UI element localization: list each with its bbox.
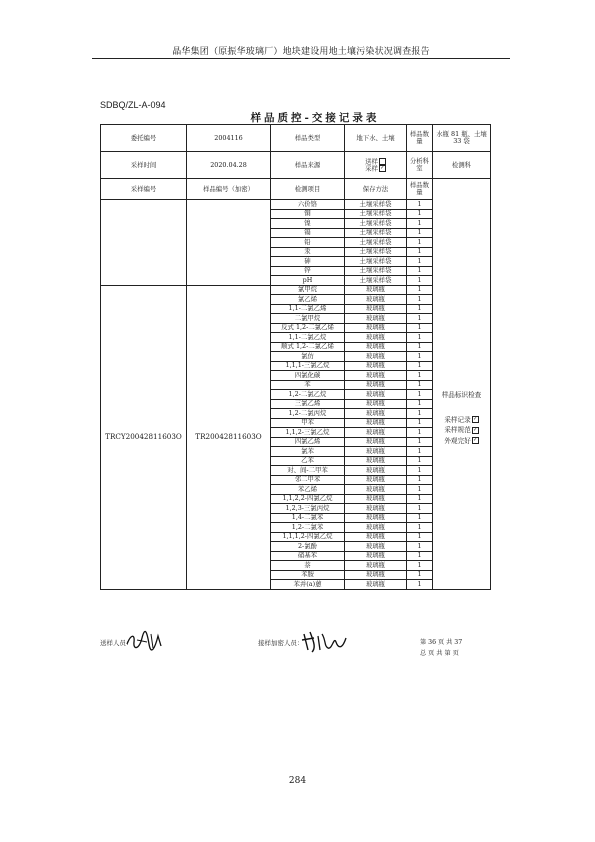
sample-qty: 1: [407, 361, 433, 371]
test-item: 六价铬: [271, 200, 345, 210]
sample-qty: 1: [407, 295, 433, 305]
sample-qty: 1: [407, 285, 433, 295]
col-item: 检测项目: [271, 179, 345, 200]
remarks-checklist: [434, 415, 489, 447]
sample-source-options: [345, 152, 407, 179]
remarks-check-label: 采样记录: [444, 415, 471, 424]
sample-qty: 1: [407, 428, 433, 438]
test-item: 甲苯: [271, 418, 345, 428]
header-rule: [92, 58, 510, 59]
test-item: 反式 1,2-二氯乙烯: [271, 323, 345, 333]
sampling-time-value: 2020.04.28: [187, 152, 271, 179]
sample-handover-table: [100, 124, 491, 590]
soil-sample-no-cell: [187, 200, 271, 286]
sample-qty: 1: [407, 304, 433, 314]
remarks-title: 样品标识检查: [441, 390, 482, 399]
test-item: 顺式 1,2-二氯乙烯: [271, 342, 345, 352]
form-code: SDBQ/ZL-A-094: [100, 100, 166, 110]
storage-method: 玻璃瓶: [345, 352, 407, 362]
test-item: 1,1,2-三氯乙烷: [271, 428, 345, 438]
storage-method: 玻璃瓶: [345, 485, 407, 495]
sample-qty: 1: [407, 447, 433, 457]
storage-method: 玻璃瓶: [345, 428, 407, 438]
sample-qty: 1: [407, 523, 433, 533]
sample-qty: 1: [407, 532, 433, 542]
sampling-time-label: 采样时间: [101, 152, 187, 179]
delivered-by-label: 送样人员：: [100, 639, 133, 647]
source-option-sampled: 采样 ✓: [365, 164, 385, 173]
lab-value: 检测科: [433, 152, 491, 179]
test-item: 二氯甲烷: [271, 314, 345, 324]
storage-method: 玻璃瓶: [345, 333, 407, 343]
source-option-delivered: 送样: [346, 158, 405, 165]
sample-qty: 1: [407, 399, 433, 409]
sample-qty: 1: [407, 456, 433, 466]
sample-qty: 1: [407, 219, 433, 229]
storage-method: 玻璃瓶: [345, 323, 407, 333]
storage-method: 土壤采样袋: [345, 266, 407, 276]
sample-qty: 1: [407, 551, 433, 561]
sample-qty: 1: [407, 437, 433, 447]
storage-method: 玻璃瓶: [345, 285, 407, 295]
remarks-check-item: [434, 425, 489, 436]
checked-box-icon: ✓: [473, 437, 478, 444]
test-item: 1,4-二氯苯: [271, 513, 345, 523]
test-item: 乙苯: [271, 456, 345, 466]
test-item: 苯乙烯: [271, 485, 345, 495]
test-item: 锌: [271, 266, 345, 276]
soil-sampling-no-cell: [101, 200, 187, 286]
storage-method: 玻璃瓶: [345, 304, 407, 314]
sample-qty: 1: [407, 247, 433, 257]
test-item: 镉: [271, 228, 345, 238]
checked-box-icon: ✓: [473, 416, 478, 423]
test-item: 1,2-二氯丙烷: [271, 409, 345, 419]
storage-method: 玻璃瓶: [345, 542, 407, 552]
storage-method: 玻璃瓶: [345, 314, 407, 324]
col-storage: 保存方法: [345, 179, 407, 200]
storage-method: 玻璃瓶: [345, 380, 407, 390]
test-item: 铜: [271, 209, 345, 219]
remarks-check-label: 采样规范: [444, 426, 471, 435]
test-item: pH: [271, 276, 345, 286]
column-header-row: [101, 179, 491, 200]
test-item: 四氯化碳: [271, 371, 345, 381]
sample-qty: 1: [407, 342, 433, 352]
test-item: 铅: [271, 238, 345, 248]
page-counter-line2: 总 页 共 第 页: [420, 649, 459, 657]
sample-qty: 1: [407, 209, 433, 219]
storage-method: 土壤采样袋: [345, 247, 407, 257]
sample-qty: 1: [407, 266, 433, 276]
col-qty: 样品数量: [407, 179, 433, 200]
test-item: 氯仿: [271, 352, 345, 362]
storage-method: 玻璃瓶: [345, 418, 407, 428]
entrust-no-label: 委托编号: [101, 125, 187, 152]
source-delivered-checkbox: [379, 158, 386, 165]
storage-method: 玻璃瓶: [345, 466, 407, 476]
storage-method: 玻璃瓶: [345, 447, 407, 457]
signature-delivered-by: [125, 630, 165, 652]
entrust-no-value: 2004116: [187, 125, 271, 152]
storage-method: 玻璃瓶: [345, 437, 407, 447]
test-item: 1,1,2,2-四氯乙烷: [271, 494, 345, 504]
col-sampling-no: 采样编号: [101, 179, 187, 200]
sample-qty: 1: [407, 238, 433, 248]
glass-sample-no-cell: TR20042811603O: [187, 285, 271, 589]
sample-qty: 1: [407, 200, 433, 210]
storage-method: 玻璃瓶: [345, 361, 407, 371]
sample-qty: 1: [407, 276, 433, 286]
sample-qty: 1: [407, 352, 433, 362]
storage-method: 土壤采样袋: [345, 200, 407, 210]
storage-method: 玻璃瓶: [345, 494, 407, 504]
sample-qty: 1: [407, 542, 433, 552]
test-item: 1,1-二氯乙烯: [271, 304, 345, 314]
sample-qty: 1: [407, 371, 433, 381]
storage-method: 玻璃瓶: [345, 513, 407, 523]
sample-source-label: 样品来源: [271, 152, 345, 179]
test-item: 氯乙烯: [271, 295, 345, 305]
storage-method: 玻璃瓶: [345, 532, 407, 542]
sample-qty: 1: [407, 494, 433, 504]
storage-method: 玻璃瓶: [345, 371, 407, 381]
test-item: 1,2,3-三氯丙烷: [271, 504, 345, 514]
sample-qty: 1: [407, 390, 433, 400]
table-row: [101, 200, 491, 210]
col-sample-no: 样品编号（加密）: [187, 179, 271, 200]
header-row-sampling: [101, 152, 491, 179]
sample-type-label: 样品类型: [271, 125, 345, 152]
test-item: 1,2-二氯苯: [271, 523, 345, 533]
sample-qty: 1: [407, 466, 433, 476]
sample-qty-label: 样品数量: [407, 125, 433, 152]
sample-qty: 1: [407, 570, 433, 580]
storage-method: 玻璃瓶: [345, 342, 407, 352]
storage-method: 土壤采样袋: [345, 257, 407, 267]
storage-method: 土壤采样袋: [345, 238, 407, 248]
remarks-cell: [433, 179, 491, 590]
sample-qty: 1: [407, 380, 433, 390]
sample-qty: 1: [407, 323, 433, 333]
sample-qty: 1: [407, 333, 433, 343]
sample-type-value: 地下水、土壤: [345, 125, 407, 152]
test-item: 砷: [271, 257, 345, 267]
sample-qty: 1: [407, 257, 433, 267]
sample-qty: 1: [407, 485, 433, 495]
storage-method: 土壤采样袋: [345, 228, 407, 238]
storage-method: 玻璃瓶: [345, 561, 407, 571]
storage-method: 玻璃瓶: [345, 475, 407, 485]
remarks-check-item: [434, 436, 489, 447]
test-item: 三氯乙烯: [271, 399, 345, 409]
sample-qty-value: 水瓶 81 瓶、土壤 33 袋: [433, 125, 491, 152]
storage-method: 土壤采样袋: [345, 209, 407, 219]
test-item: 1,1,1-三氯乙烷: [271, 361, 345, 371]
test-item: 氯甲烷: [271, 285, 345, 295]
sample-qty: 1: [407, 314, 433, 324]
storage-method: 玻璃瓶: [345, 295, 407, 305]
test-item: 苯: [271, 380, 345, 390]
sample-qty: 1: [407, 561, 433, 571]
received-by-label: 接样加密人员：: [258, 639, 304, 647]
storage-method: 玻璃瓶: [345, 570, 407, 580]
storage-method: 玻璃瓶: [345, 504, 407, 514]
signature-received-by: [300, 628, 350, 654]
document-header: 晶华集团（原振华玻璃厂）地块建设用地土壤污染状况调查报告: [172, 47, 430, 57]
storage-method: 玻璃瓶: [345, 456, 407, 466]
test-item: 苯胺: [271, 570, 345, 580]
page-counter: [420, 638, 462, 659]
page-number: 284: [288, 776, 307, 786]
test-item: 镍: [271, 219, 345, 229]
glass-sampling-no-cell: TRCY20042811603O: [101, 285, 187, 589]
sample-qty: 1: [407, 418, 433, 428]
form-title: 样品质控-交接记录表: [250, 112, 380, 124]
test-item: 邻二甲苯: [271, 475, 345, 485]
source-sampled-checkbox: ✓: [380, 165, 385, 171]
table-row: [101, 285, 491, 295]
test-item: 氯苯: [271, 447, 345, 457]
test-item: 硝基苯: [271, 551, 345, 561]
storage-method: 土壤采样袋: [345, 219, 407, 229]
remarks-check-item: [434, 415, 489, 426]
storage-method: 玻璃瓶: [345, 551, 407, 561]
checked-box-icon: ✓: [473, 426, 478, 433]
test-item: 1,1,1,2-四氯乙烷: [271, 532, 345, 542]
test-item: 萘: [271, 561, 345, 571]
storage-method: 玻璃瓶: [345, 399, 407, 409]
test-item: 四氯乙烯: [271, 437, 345, 447]
test-item: 1,1-二氯乙烷: [271, 333, 345, 343]
sample-qty: 1: [407, 228, 433, 238]
test-item: 1,2-二氯乙烷: [271, 390, 345, 400]
remarks-check-label: 外观完好: [444, 436, 471, 445]
storage-method: 玻璃瓶: [345, 580, 407, 590]
sample-qty: 1: [407, 513, 433, 523]
test-item: 2-氯酚: [271, 542, 345, 552]
sample-qty: 1: [407, 475, 433, 485]
test-item: 苯并(a)蒽: [271, 580, 345, 590]
lab-label: 分析科室: [407, 152, 433, 179]
sample-qty: 1: [407, 580, 433, 590]
page-counter-line1: 第 36 页 共 37: [420, 639, 463, 646]
sample-qty: 1: [407, 409, 433, 419]
storage-method: 土壤采样袋: [345, 276, 407, 286]
storage-method: 玻璃瓶: [345, 390, 407, 400]
storage-method: 玻璃瓶: [345, 409, 407, 419]
test-item: 汞: [271, 247, 345, 257]
header-row-entrust: [101, 125, 491, 152]
storage-method: 玻璃瓶: [345, 523, 407, 533]
sample-qty: 1: [407, 504, 433, 514]
test-item: 对、间-二甲苯: [271, 466, 345, 476]
